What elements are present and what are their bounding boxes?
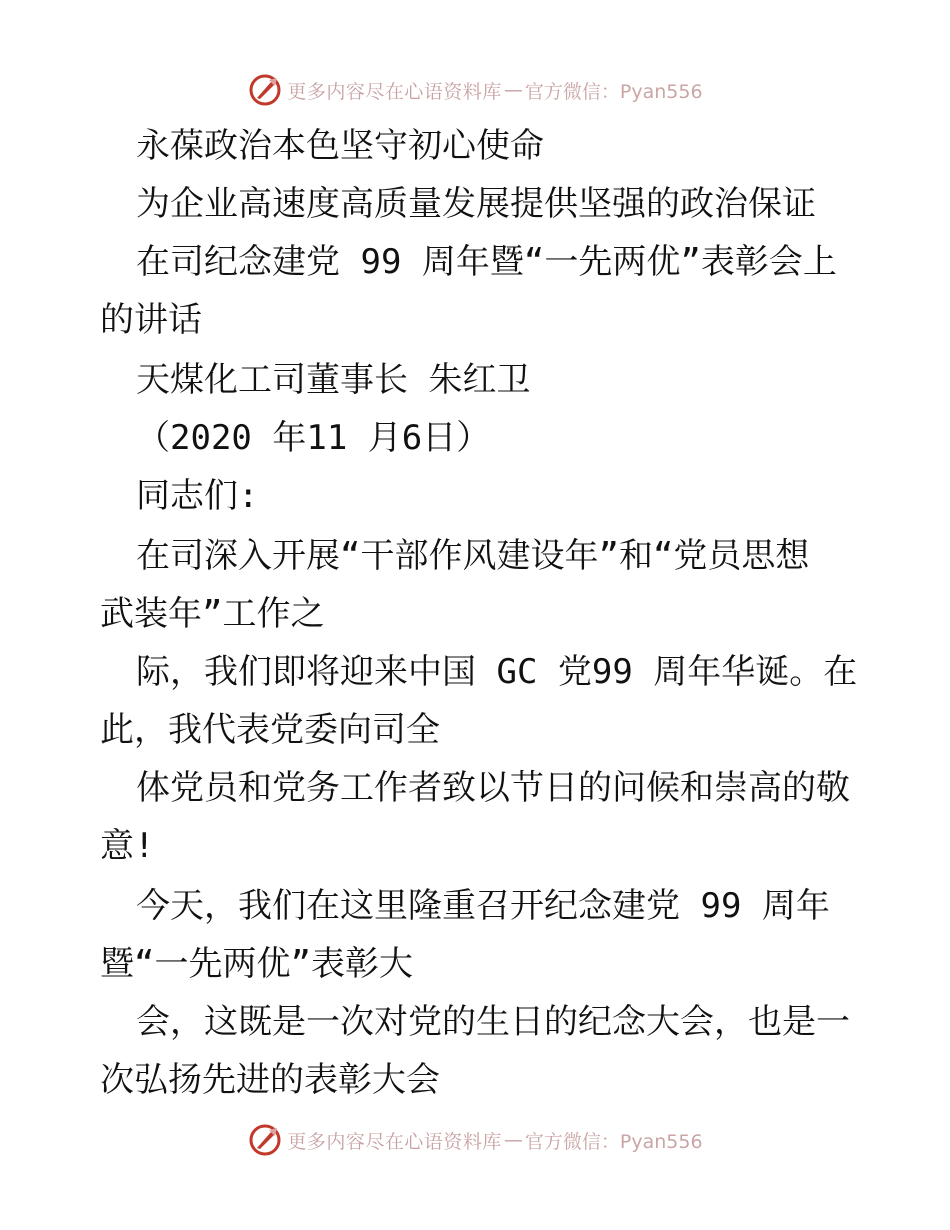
paragraph-4-line-2: 暨“一先两优”表彰大 (100, 944, 413, 984)
paragraph-1-line-2: 武装年”工作之 (100, 594, 325, 634)
paragraph-2-line-2: 此，我代表党委向司全 (100, 710, 440, 750)
author-line: 天煤化工司董事长 朱红卫 (136, 360, 531, 400)
paragraph-4-line-1: 今天，我们在这里隆重召开纪念建党 99 周年 (136, 886, 830, 926)
watermark-site-text: 更多内容尽在心语资料库 (287, 80, 502, 103)
title-line-2: 为企业高速度高质量发展提供坚强的政治保证 (136, 184, 816, 224)
paragraph-3-line-2: 意! (100, 826, 155, 866)
watermark-contact-text: 官方微信：Pyan556 (524, 1130, 703, 1153)
paragraph-5-line-1: 会，这既是一次对党的生日的纪念大会，也是一 (136, 1002, 850, 1042)
title-line-1: 永葆政治本色坚守初心使命 (136, 126, 544, 166)
watermark-contact-text: 官方微信：Pyan556 (524, 80, 703, 103)
paragraph-3-line-1: 体党员和党务工作者致以节日的问候和崇高的敬 (136, 768, 850, 808)
paragraph-1-line-1: 在司深入开展“干部作风建设年”和“党员思想 (136, 536, 810, 576)
paragraph-2-line-1: 际，我们即将迎来中国 GC 党99 周年华诞。在 (136, 652, 858, 692)
salutation: 同志们: (136, 476, 259, 516)
watermark-site-text: 更多内容尽在心语资料库 (287, 1130, 502, 1153)
title-line-3: 在司纪念建党 99 周年暨“一先两优”表彰会上 (136, 242, 837, 282)
quill-logo-icon (247, 1122, 283, 1158)
watermark-separator: — (503, 1129, 523, 1151)
title-line-3-cont: 的讲话 (100, 300, 202, 340)
paragraph-5-line-2: 次弘扬先进的表彰大会 (100, 1060, 440, 1100)
date-line: （2020 年11 月6日） (136, 418, 491, 458)
watermark-separator: — (503, 79, 523, 101)
footer-watermark (0, 1120, 950, 1160)
